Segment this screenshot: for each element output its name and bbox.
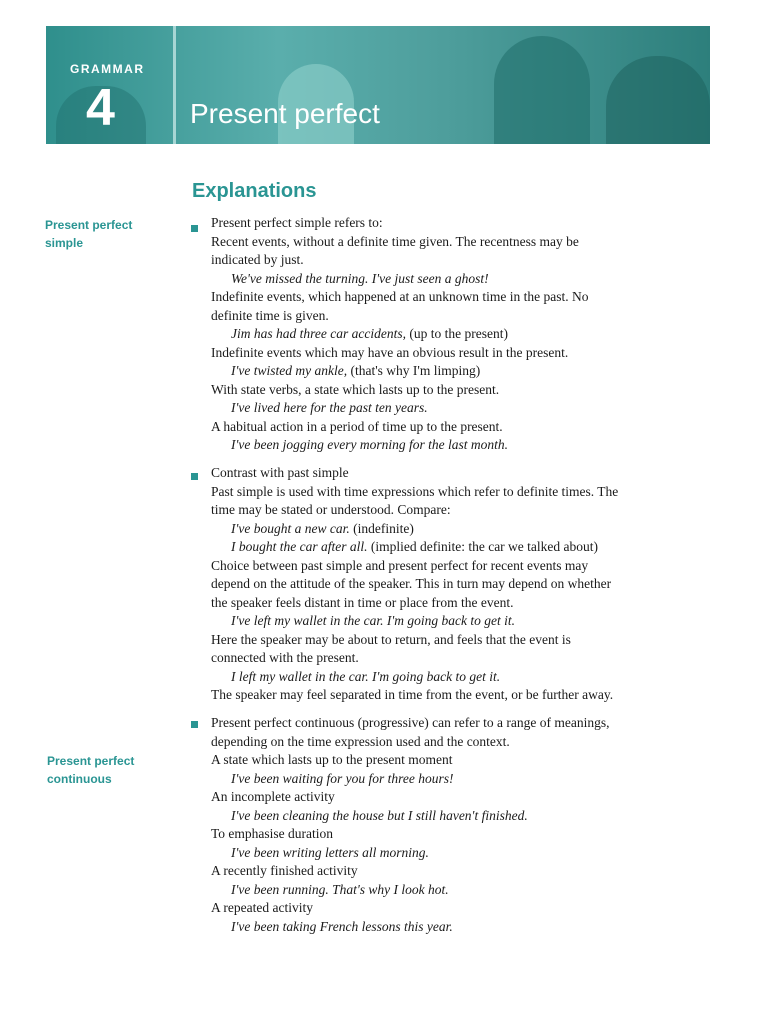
sidebar-label-simple [45,216,165,252]
sidebar-label-line: Present perfect [45,218,133,232]
line-text: An incomplete activity [211,789,335,804]
line-text: A repeated activity [211,900,313,915]
line-text: Past simple is used with time expressions which refer to definite times. The [211,484,619,499]
sidebar-label-line: Present perfect [47,754,135,768]
line-text: depend on the attitude of the speaker. This in turn may depend on whether [211,576,612,591]
explanation-line [211,418,503,436]
explanation-line [211,214,383,232]
example-sentence [231,520,414,538]
explanation-line [211,344,568,362]
line-text: I've left my wallet in the car. I'm going back to get it. [231,613,515,628]
example-sentence [231,807,528,825]
line-text: Indefinite events, which happened at an unknown time in the past. No [211,289,589,304]
sidebar-label-line: continuous [47,772,112,786]
example-sentence [231,270,489,288]
line-text: A state which lasts up to the present moment [211,752,453,767]
chapter-title: Present perfect [190,98,380,129]
line-text: A recently finished activity [211,863,358,878]
example-sentence [231,399,428,417]
line-text: The speaker may feel separated in time from the event, or be further away. [211,687,614,702]
example-sentence [231,918,453,936]
line-text: I've lived here for the past ten years. [231,400,428,415]
line-text: time may be stated or understood. Compare: [211,502,451,517]
line-text: Choice between past simple and present perfect for recent events may [211,558,589,573]
chapter-banner [46,26,710,144]
example-sentence [231,844,429,862]
line-note: (up to the present) [405,326,508,341]
chapter-number: 4 [86,79,115,137]
line-text: I bought the car after all. [231,539,368,554]
example-sentence [231,436,508,454]
explanation-line [211,251,304,269]
line-text: Present perfect simple refers to: [211,215,383,230]
line-text: I left my wallet in the car. I'm going back to get it. [231,669,501,684]
line-text: We've missed the turning. I've just seen a ghost! [231,271,489,286]
explanation-line [211,233,579,251]
explanation-line [211,825,333,843]
line-note: (indefinite) [349,521,414,536]
explanation-line [211,788,335,806]
line-text: I've been running. That's why I look hot. [231,882,449,897]
sidebar-label-line: simple [45,236,84,250]
example-sentence [231,881,449,899]
section-bullet [191,225,198,232]
explanation-line [211,483,618,501]
explanation-line [211,686,613,704]
explanation-line [211,751,452,769]
line-text: To emphasise duration [211,826,334,841]
banner-photo-person [494,36,590,144]
example-sentence [231,612,515,630]
sidebar-label-continuous [47,752,167,788]
explanation-line [211,288,589,306]
explanation-line [211,649,359,667]
line-text: Recent events, without a definite time given. The recentness may be [211,234,579,249]
explanation-line [211,307,329,325]
explanation-line [211,557,588,575]
line-text: Jim has had three car accidents, [231,326,406,341]
line-text: indicated by just. [211,252,304,267]
explanation-line [211,575,611,593]
example-sentence [231,668,500,686]
example-sentence [231,770,453,788]
line-text: With state verbs, a state which lasts up to the present. [211,382,500,397]
explanation-line [211,501,451,519]
line-text: A habitual action in a period of time up to the present. [211,419,503,434]
line-text: Here the speaker may be about to return, and feels that the event is [211,632,571,647]
section-heading: Explanations [192,180,317,202]
explanation-line [211,381,499,399]
banner-photo-person [606,56,710,144]
line-text: Contrast with past simple [211,465,349,480]
line-text: I've been waiting for you for three hours! [231,771,454,786]
line-text: Present perfect continuous (progressive) can refer to a range of meanings, [211,715,610,730]
line-text: connected with the present. [211,650,359,665]
explanation-line [211,899,313,917]
explanation-line [211,631,571,649]
example-sentence [231,325,508,343]
line-note: (implied definite: the car we talked about) [367,539,599,554]
explanation-line [211,714,609,732]
explanation-line [211,862,358,880]
line-text: I've bought a new car. [231,521,350,536]
line-text: definite time is given. [211,308,329,323]
section-bullet [191,721,198,728]
banner-section-label: GRAMMAR [70,62,145,76]
line-text: I've been taking French lessons this year. [231,919,453,934]
section-bullet [191,473,198,480]
line-note: (that's why I'm limping) [347,363,481,378]
line-text: I've been jogging every morning for the last month. [231,437,508,452]
explanation-line [211,733,510,751]
example-sentence [231,538,598,556]
line-text: the speaker feels distant in time or place from the event. [211,595,514,610]
line-text: depending on the time expression used and the context. [211,734,510,749]
example-sentence [231,362,480,380]
line-text: Indefinite events which may have an obvious result in the present. [211,345,569,360]
line-text: I've twisted my ankle, [231,363,348,378]
line-text: I've been cleaning the house but I still haven't finished. [231,808,528,823]
explanation-line [211,464,349,482]
line-text: I've been writing letters all morning. [231,845,429,860]
banner-divider [173,26,176,144]
explanation-line [211,594,514,612]
